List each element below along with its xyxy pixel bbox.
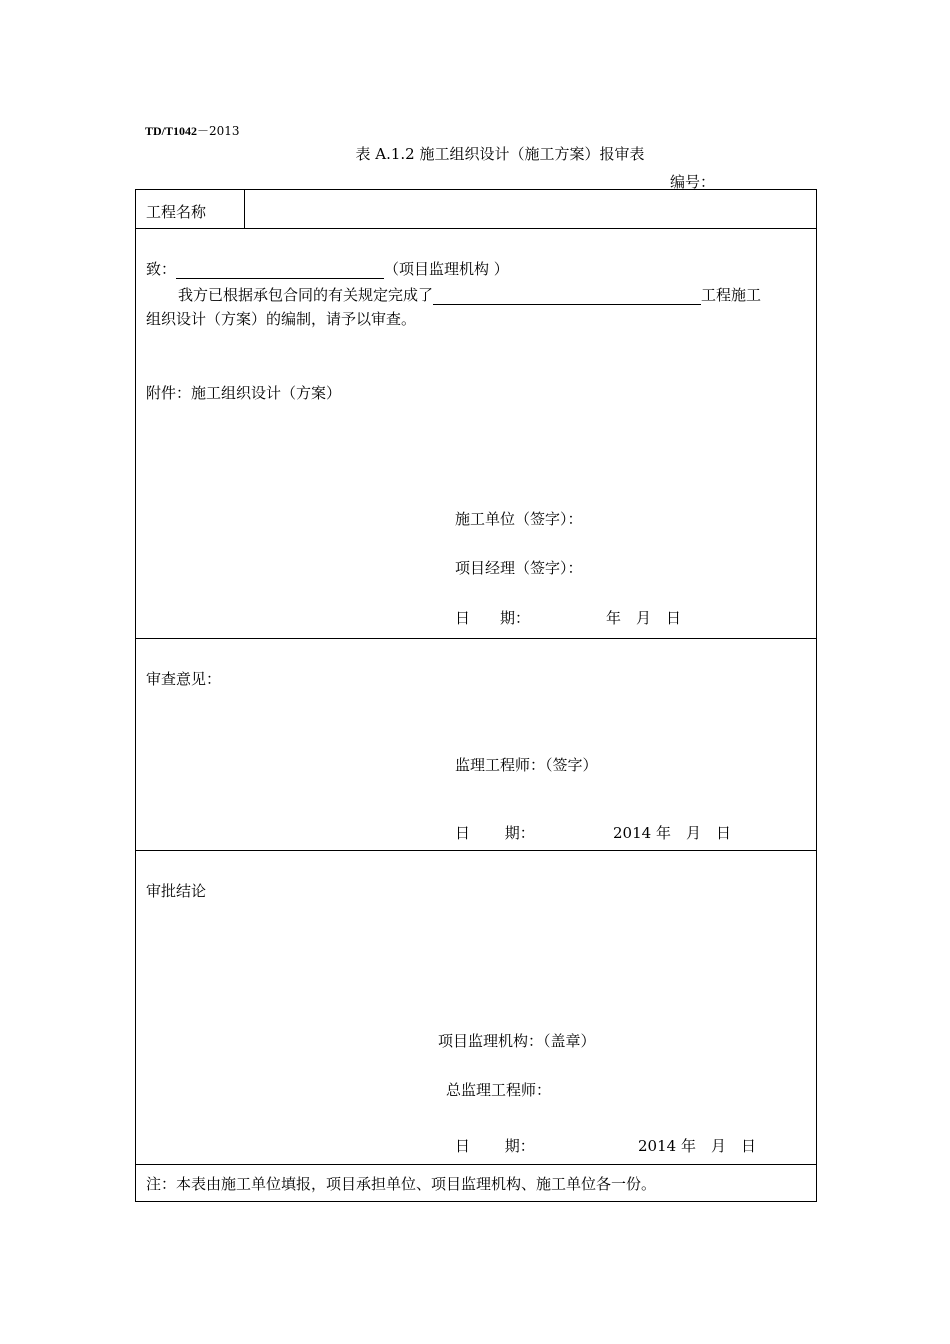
attachment-text: 附件：施工组织设计（方案） <box>146 384 342 402</box>
to-label: 致： <box>146 260 177 278</box>
project-manager-signature: 项目经理（签字）： <box>455 559 583 577</box>
approval-conclusion-label: 审批结论 <box>146 882 207 900</box>
submission-date-value: 年 月 日 <box>606 609 682 627</box>
chief-engineer-signature: 总监理工程师： <box>446 1081 552 1099</box>
submission-body-line2: 组织设计（方案）的编制，请予以审查。 <box>146 310 417 328</box>
review-opinion-label: 审查意见： <box>146 670 222 688</box>
submission-body <box>178 284 761 305</box>
form-table <box>135 189 817 1202</box>
submission-to <box>146 258 509 279</box>
approval-date-value: 2014 年 月 日 <box>638 1137 756 1155</box>
project-row-divider <box>244 190 245 228</box>
standard-code-year: －2013 <box>197 124 240 138</box>
standard-code-main: TD/T1042 <box>145 124 198 138</box>
review-date-label: 日 期： <box>455 824 535 842</box>
submission-date-label: 日 期： <box>455 609 531 627</box>
project-name-label: 工程名称 <box>146 203 207 221</box>
row-divider <box>136 850 816 851</box>
supervising-engineer-signature: 监理工程师：（签字） <box>455 756 598 774</box>
standard-code <box>145 122 240 139</box>
approval-date-label: 日 期： <box>455 1137 535 1155</box>
supervision-org-blank[interactable] <box>176 262 384 279</box>
review-date-value: 2014 年 月 日 <box>613 824 731 842</box>
row-divider <box>136 228 816 229</box>
to-suffix: （项目监理机构 ） <box>384 260 509 278</box>
institution-seal: 项目监理机构：（盖章） <box>438 1032 596 1050</box>
row-divider <box>136 638 816 639</box>
form-note: 注：本表由施工单位填报，项目承担单位、项目监理机构、施工单位各一份。 <box>146 1175 657 1193</box>
body-before: 我方已根据承包合同的有关规定完成了 <box>178 286 434 304</box>
contractor-signature: 施工单位（签字）： <box>455 510 583 528</box>
form-title: 表 A.1.2 施工组织设计（施工方案）报审表 <box>355 145 645 163</box>
serial-number-label: 编号： <box>670 173 716 191</box>
row-divider <box>136 1164 816 1165</box>
body-after: 工程施工 <box>701 286 762 304</box>
project-blank[interactable] <box>433 288 701 305</box>
